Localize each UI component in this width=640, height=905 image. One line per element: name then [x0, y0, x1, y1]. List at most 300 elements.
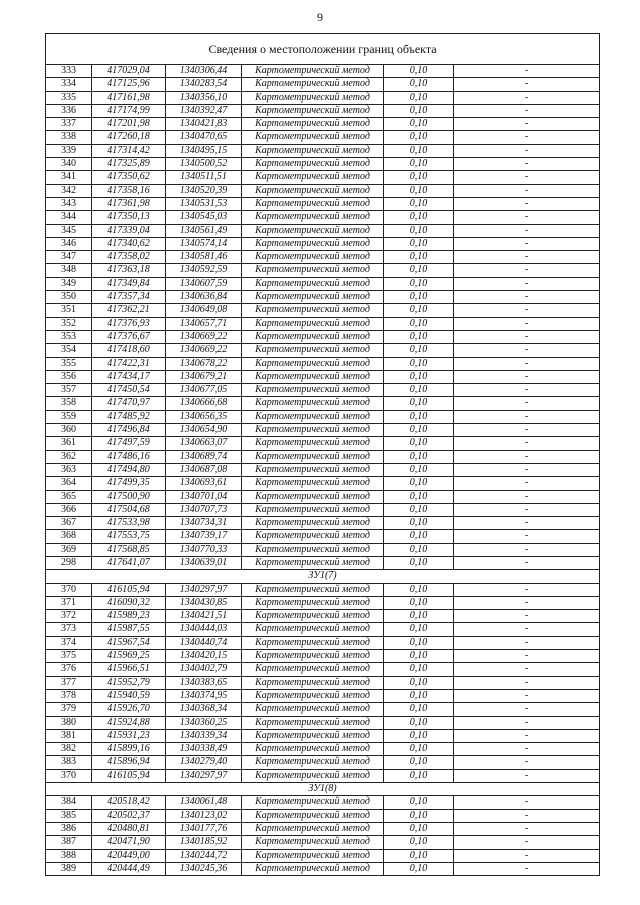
point-number-cell: 345: [46, 224, 92, 237]
table-row: [46, 530, 600, 543]
coord-x-cell: 416105,94: [92, 769, 166, 782]
coord-x-cell: 417497,59: [92, 437, 166, 450]
accuracy-cell: 0,10: [384, 344, 454, 357]
point-number-cell: 382: [46, 743, 92, 756]
point-number-cell: 375: [46, 650, 92, 663]
point-number-cell: 357: [46, 384, 92, 397]
coord-x-cell: 415969,25: [92, 650, 166, 663]
method-cell: Картометрический метод: [242, 556, 384, 569]
description-cell: -: [454, 756, 600, 769]
method-cell: Картометрический метод: [242, 849, 384, 862]
method-cell: Картометрический метод: [242, 357, 384, 370]
coord-x-cell: 415989,23: [92, 610, 166, 623]
accuracy-cell: 0,10: [384, 397, 454, 410]
coord-x-cell: 417486,16: [92, 450, 166, 463]
accuracy-cell: 0,10: [384, 743, 454, 756]
method-cell: Картометрический метод: [242, 131, 384, 144]
description-cell: -: [454, 650, 600, 663]
point-number-cell: 339: [46, 144, 92, 157]
description-cell: -: [454, 596, 600, 609]
description-cell: -: [454, 437, 600, 450]
table-row: [46, 822, 600, 835]
coord-x-cell: 417314,42: [92, 144, 166, 157]
description-cell: -: [454, 689, 600, 702]
accuracy-cell: 0,10: [384, 596, 454, 609]
coord-y-cell: 1340383,65: [166, 676, 242, 689]
description-cell: -: [454, 716, 600, 729]
coord-y-cell: 1340739,17: [166, 530, 242, 543]
point-number-cell: 367: [46, 517, 92, 530]
table-row: [46, 676, 600, 689]
accuracy-cell: 0,10: [384, 623, 454, 636]
coord-x-cell: 417350,13: [92, 211, 166, 224]
method-cell: Картометрический метод: [242, 530, 384, 543]
coord-x-cell: 417340,62: [92, 237, 166, 250]
coord-y-cell: 1340574,14: [166, 237, 242, 250]
accuracy-cell: 0,10: [384, 384, 454, 397]
coord-x-cell: 420518,42: [92, 796, 166, 809]
point-number-cell: 369: [46, 543, 92, 556]
point-number-cell: 388: [46, 849, 92, 862]
table-row: [46, 330, 600, 343]
method-cell: Картометрический метод: [242, 477, 384, 490]
coord-x-cell: 417450,54: [92, 384, 166, 397]
table-row: [46, 556, 600, 569]
table-row: [46, 291, 600, 304]
description-cell: -: [454, 556, 600, 569]
coord-y-cell: 1340669,22: [166, 344, 242, 357]
point-number-cell: 389: [46, 862, 92, 875]
table-row: [46, 490, 600, 503]
accuracy-cell: 0,10: [384, 184, 454, 197]
description-cell: -: [454, 410, 600, 423]
table-row: [46, 663, 600, 676]
table-row: [46, 849, 600, 862]
table-row: [46, 450, 600, 463]
coord-y-cell: 1340244,72: [166, 849, 242, 862]
description-cell: -: [454, 384, 600, 397]
method-cell: Картометрический метод: [242, 543, 384, 556]
accuracy-cell: 0,10: [384, 118, 454, 131]
table-row: [46, 357, 600, 370]
coord-y-cell: 1340185,92: [166, 836, 242, 849]
table-row: [46, 503, 600, 516]
accuracy-cell: 0,10: [384, 277, 454, 290]
method-cell: Картометрический метод: [242, 424, 384, 437]
accuracy-cell: 0,10: [384, 237, 454, 250]
coord-y-cell: 1340693,61: [166, 477, 242, 490]
coord-y-cell: 1340707,73: [166, 503, 242, 516]
accuracy-cell: 0,10: [384, 370, 454, 383]
description-cell: -: [454, 636, 600, 649]
coord-y-cell: 1340734,31: [166, 517, 242, 530]
point-number-cell: 349: [46, 277, 92, 290]
coord-x-cell: 415924,88: [92, 716, 166, 729]
method-cell: Картометрический метод: [242, 650, 384, 663]
table-row: [46, 317, 600, 330]
point-number-cell: 366: [46, 503, 92, 516]
table-row: [46, 171, 600, 184]
coord-x-cell: 415966,51: [92, 663, 166, 676]
coord-y-cell: 1340279,40: [166, 756, 242, 769]
point-number-cell: 333: [46, 65, 92, 78]
point-number-cell: 348: [46, 264, 92, 277]
point-number-cell: 384: [46, 796, 92, 809]
coord-y-cell: 1340430,85: [166, 596, 242, 609]
description-cell: -: [454, 65, 600, 78]
accuracy-cell: 0,10: [384, 317, 454, 330]
coord-y-cell: 1340561,49: [166, 224, 242, 237]
accuracy-cell: 0,10: [384, 756, 454, 769]
coord-y-cell: 1340420,15: [166, 650, 242, 663]
point-number-cell: 346: [46, 237, 92, 250]
method-cell: Картометрический метод: [242, 171, 384, 184]
description-cell: -: [454, 822, 600, 835]
table-row: [46, 304, 600, 317]
description-cell: -: [454, 424, 600, 437]
method-cell: Картометрический метод: [242, 317, 384, 330]
accuracy-cell: 0,10: [384, 424, 454, 437]
accuracy-cell: 0,10: [384, 610, 454, 623]
method-cell: Картометрический метод: [242, 809, 384, 822]
description-cell: -: [454, 277, 600, 290]
coord-y-cell: 1340607,59: [166, 277, 242, 290]
table-row: [46, 477, 600, 490]
table-row: [46, 410, 600, 423]
coord-x-cell: 416105,94: [92, 583, 166, 596]
coord-y-cell: 1340368,34: [166, 703, 242, 716]
coord-y-cell: 1340679,21: [166, 370, 242, 383]
accuracy-cell: 0,10: [384, 530, 454, 543]
description-cell: -: [454, 104, 600, 117]
coord-x-cell: 417325,89: [92, 158, 166, 171]
table-row: [46, 184, 600, 197]
coord-x-cell: 420471,90: [92, 836, 166, 849]
method-cell: Картометрический метод: [242, 583, 384, 596]
description-cell: -: [454, 144, 600, 157]
description-cell: -: [454, 304, 600, 317]
point-number-cell: 337: [46, 118, 92, 131]
point-number-cell: 359: [46, 410, 92, 423]
point-number-cell: 342: [46, 184, 92, 197]
point-number-cell: 344: [46, 211, 92, 224]
table-row: [46, 769, 600, 782]
table-row: [46, 78, 600, 91]
coord-x-cell: 417362,21: [92, 304, 166, 317]
table-row: [46, 809, 600, 822]
description-cell: -: [454, 450, 600, 463]
description-cell: -: [454, 224, 600, 237]
coord-x-cell: 420502,37: [92, 809, 166, 822]
table-row: [46, 65, 600, 78]
description-cell: -: [454, 78, 600, 91]
accuracy-cell: 0,10: [384, 689, 454, 702]
description-cell: -: [454, 583, 600, 596]
point-number-cell: 380: [46, 716, 92, 729]
table-row: [46, 636, 600, 649]
description-cell: -: [454, 836, 600, 849]
point-number-cell: 378: [46, 689, 92, 702]
point-number-cell: 343: [46, 197, 92, 210]
coord-y-cell: 1340649,08: [166, 304, 242, 317]
table-row: [46, 756, 600, 769]
description-cell: -: [454, 237, 600, 250]
description-cell: -: [454, 517, 600, 530]
coord-x-cell: 417358,02: [92, 251, 166, 264]
coord-y-cell: 1340339,34: [166, 729, 242, 742]
table-row: [46, 703, 600, 716]
method-cell: Картометрический метод: [242, 197, 384, 210]
point-number-cell: 338: [46, 131, 92, 144]
point-number-cell: 373: [46, 623, 92, 636]
coord-y-cell: 1340656,35: [166, 410, 242, 423]
coord-x-cell: 417358,16: [92, 184, 166, 197]
accuracy-cell: 0,10: [384, 357, 454, 370]
description-cell: -: [454, 158, 600, 171]
point-number-cell: 351: [46, 304, 92, 317]
table-row: [46, 623, 600, 636]
point-number-cell: 335: [46, 91, 92, 104]
accuracy-cell: 0,10: [384, 410, 454, 423]
coord-x-cell: 417357,34: [92, 291, 166, 304]
accuracy-cell: 0,10: [384, 211, 454, 224]
table-row: [46, 836, 600, 849]
description-cell: -: [454, 663, 600, 676]
method-cell: Картометрический метод: [242, 796, 384, 809]
method-cell: Картометрический метод: [242, 437, 384, 450]
coord-x-cell: 417361,98: [92, 197, 166, 210]
method-cell: Картометрический метод: [242, 264, 384, 277]
coord-x-cell: 417125,96: [92, 78, 166, 91]
coord-y-cell: 1340306,44: [166, 65, 242, 78]
table-row: [46, 716, 600, 729]
coord-x-cell: 415987,55: [92, 623, 166, 636]
description-cell: -: [454, 264, 600, 277]
coord-x-cell: 417641,07: [92, 556, 166, 569]
accuracy-cell: 0,10: [384, 503, 454, 516]
coord-x-cell: 417553,75: [92, 530, 166, 543]
description-cell: -: [454, 530, 600, 543]
coord-x-cell: 416090,32: [92, 596, 166, 609]
description-cell: -: [454, 769, 600, 782]
point-number-cell: 336: [46, 104, 92, 117]
table-row: [46, 862, 600, 875]
coord-y-cell: 1340360,25: [166, 716, 242, 729]
coord-x-cell: 417422,31: [92, 357, 166, 370]
coord-y-cell: 1340444,03: [166, 623, 242, 636]
coord-x-cell: 417470,97: [92, 397, 166, 410]
method-cell: Картометрический метод: [242, 277, 384, 290]
method-cell: Картометрический метод: [242, 397, 384, 410]
method-cell: Картометрический метод: [242, 78, 384, 91]
point-number-cell: 355: [46, 357, 92, 370]
coord-y-cell: 1340338,49: [166, 743, 242, 756]
accuracy-cell: 0,10: [384, 716, 454, 729]
coord-y-cell: 1340392,47: [166, 104, 242, 117]
table-row: [46, 264, 600, 277]
method-cell: Картометрический метод: [242, 330, 384, 343]
coord-y-cell: 1340657,71: [166, 317, 242, 330]
coord-y-cell: 1340297,97: [166, 769, 242, 782]
coord-x-cell: 417363,18: [92, 264, 166, 277]
coord-y-cell: 1340636,84: [166, 291, 242, 304]
accuracy-cell: 0,10: [384, 556, 454, 569]
method-cell: Картометрический метод: [242, 623, 384, 636]
coord-y-cell: 1340297,97: [166, 583, 242, 596]
coord-y-cell: 1340402,79: [166, 663, 242, 676]
description-cell: -: [454, 610, 600, 623]
coord-y-cell: 1340770,33: [166, 543, 242, 556]
accuracy-cell: 0,10: [384, 144, 454, 157]
description-cell: -: [454, 317, 600, 330]
method-cell: Картометрический метод: [242, 663, 384, 676]
coord-y-cell: 1340678,22: [166, 357, 242, 370]
table-row: [46, 610, 600, 623]
coord-x-cell: 417568,85: [92, 543, 166, 556]
accuracy-cell: 0,10: [384, 490, 454, 503]
coord-x-cell: 415967,54: [92, 636, 166, 649]
point-number-cell: 340: [46, 158, 92, 171]
description-cell: -: [454, 344, 600, 357]
point-number-cell: 386: [46, 822, 92, 835]
coord-y-cell: 1340666,68: [166, 397, 242, 410]
accuracy-cell: 0,10: [384, 171, 454, 184]
method-cell: Картометрический метод: [242, 384, 384, 397]
table-row: [46, 543, 600, 556]
coord-x-cell: 415940,59: [92, 689, 166, 702]
method-cell: Картометрический метод: [242, 517, 384, 530]
point-number-cell: 347: [46, 251, 92, 264]
method-cell: Картометрический метод: [242, 344, 384, 357]
description-cell: -: [454, 211, 600, 224]
point-number-cell: 358: [46, 397, 92, 410]
coord-y-cell: 1340421,51: [166, 610, 242, 623]
method-cell: Картометрический метод: [242, 251, 384, 264]
coord-y-cell: 1340654,90: [166, 424, 242, 437]
coord-y-cell: 1340687,08: [166, 463, 242, 476]
coord-x-cell: 417504,68: [92, 503, 166, 516]
description-cell: -: [454, 796, 600, 809]
coord-x-cell: 417376,67: [92, 330, 166, 343]
page-number: 9: [317, 10, 323, 24]
description-cell: -: [454, 291, 600, 304]
method-cell: Картометрический метод: [242, 716, 384, 729]
method-cell: Картометрический метод: [242, 836, 384, 849]
point-number-cell: 377: [46, 676, 92, 689]
coord-y-cell: 1340356,10: [166, 91, 242, 104]
coord-x-cell: 417434,17: [92, 370, 166, 383]
method-cell: Картометрический метод: [242, 503, 384, 516]
accuracy-cell: 0,10: [384, 264, 454, 277]
point-number-cell: 379: [46, 703, 92, 716]
accuracy-cell: 0,10: [384, 251, 454, 264]
table-row: [46, 650, 600, 663]
method-cell: Картометрический метод: [242, 822, 384, 835]
description-cell: -: [454, 703, 600, 716]
method-cell: Картометрический метод: [242, 463, 384, 476]
method-cell: Картометрический метод: [242, 450, 384, 463]
accuracy-cell: 0,10: [384, 477, 454, 490]
accuracy-cell: 0,10: [384, 676, 454, 689]
coord-x-cell: 415926,70: [92, 703, 166, 716]
section-label: ЗУ1(7): [46, 570, 600, 583]
coord-x-cell: 417339,04: [92, 224, 166, 237]
method-cell: Картометрический метод: [242, 676, 384, 689]
point-number-cell: 370: [46, 769, 92, 782]
coord-x-cell: 415899,16: [92, 743, 166, 756]
table-row: [46, 237, 600, 250]
table-row: [46, 370, 600, 383]
description-cell: -: [454, 862, 600, 875]
method-cell: Картометрический метод: [242, 291, 384, 304]
accuracy-cell: 0,10: [384, 729, 454, 742]
accuracy-cell: 0,10: [384, 197, 454, 210]
point-number-cell: 374: [46, 636, 92, 649]
coord-y-cell: 1340374,95: [166, 689, 242, 702]
description-cell: -: [454, 849, 600, 862]
coord-y-cell: 1340283,54: [166, 78, 242, 91]
point-number-cell: 385: [46, 809, 92, 822]
method-cell: Картометрический метод: [242, 144, 384, 157]
accuracy-cell: 0,10: [384, 450, 454, 463]
table-row: [46, 197, 600, 210]
description-cell: -: [454, 477, 600, 490]
description-cell: -: [454, 809, 600, 822]
point-number-cell: 298: [46, 556, 92, 569]
point-number-cell: 370: [46, 583, 92, 596]
accuracy-cell: 0,10: [384, 543, 454, 556]
table-row: [46, 224, 600, 237]
coord-y-cell: 1340245,36: [166, 862, 242, 875]
coord-y-cell: 1340663,07: [166, 437, 242, 450]
coord-x-cell: 417496,84: [92, 424, 166, 437]
table-row: [46, 344, 600, 357]
coord-y-cell: 1340545,03: [166, 211, 242, 224]
description-cell: -: [454, 503, 600, 516]
description-cell: -: [454, 131, 600, 144]
point-number-cell: 383: [46, 756, 92, 769]
accuracy-cell: 0,10: [384, 104, 454, 117]
point-number-cell: 381: [46, 729, 92, 742]
description-cell: -: [454, 251, 600, 264]
coord-y-cell: 1340440,74: [166, 636, 242, 649]
table-row: [46, 743, 600, 756]
point-number-cell: 361: [46, 437, 92, 450]
point-number-cell: 334: [46, 78, 92, 91]
coord-y-cell: 1340470,65: [166, 131, 242, 144]
point-number-cell: 364: [46, 477, 92, 490]
table-row: [46, 277, 600, 290]
coord-y-cell: 1340495,15: [166, 144, 242, 157]
description-cell: -: [454, 623, 600, 636]
table-row: [46, 118, 600, 131]
method-cell: Картометрический метод: [242, 729, 384, 742]
method-cell: Картометрический метод: [242, 756, 384, 769]
table-row: [46, 384, 600, 397]
point-number-cell: 352: [46, 317, 92, 330]
accuracy-cell: 0,10: [384, 78, 454, 91]
method-cell: Картометрический метод: [242, 184, 384, 197]
point-number-cell: 371: [46, 596, 92, 609]
description-cell: -: [454, 729, 600, 742]
description-cell: -: [454, 171, 600, 184]
accuracy-cell: 0,10: [384, 224, 454, 237]
point-number-cell: 353: [46, 330, 92, 343]
description-cell: -: [454, 91, 600, 104]
coord-x-cell: 417499,35: [92, 477, 166, 490]
coord-x-cell: 420444,49: [92, 862, 166, 875]
coord-x-cell: 415896,94: [92, 756, 166, 769]
